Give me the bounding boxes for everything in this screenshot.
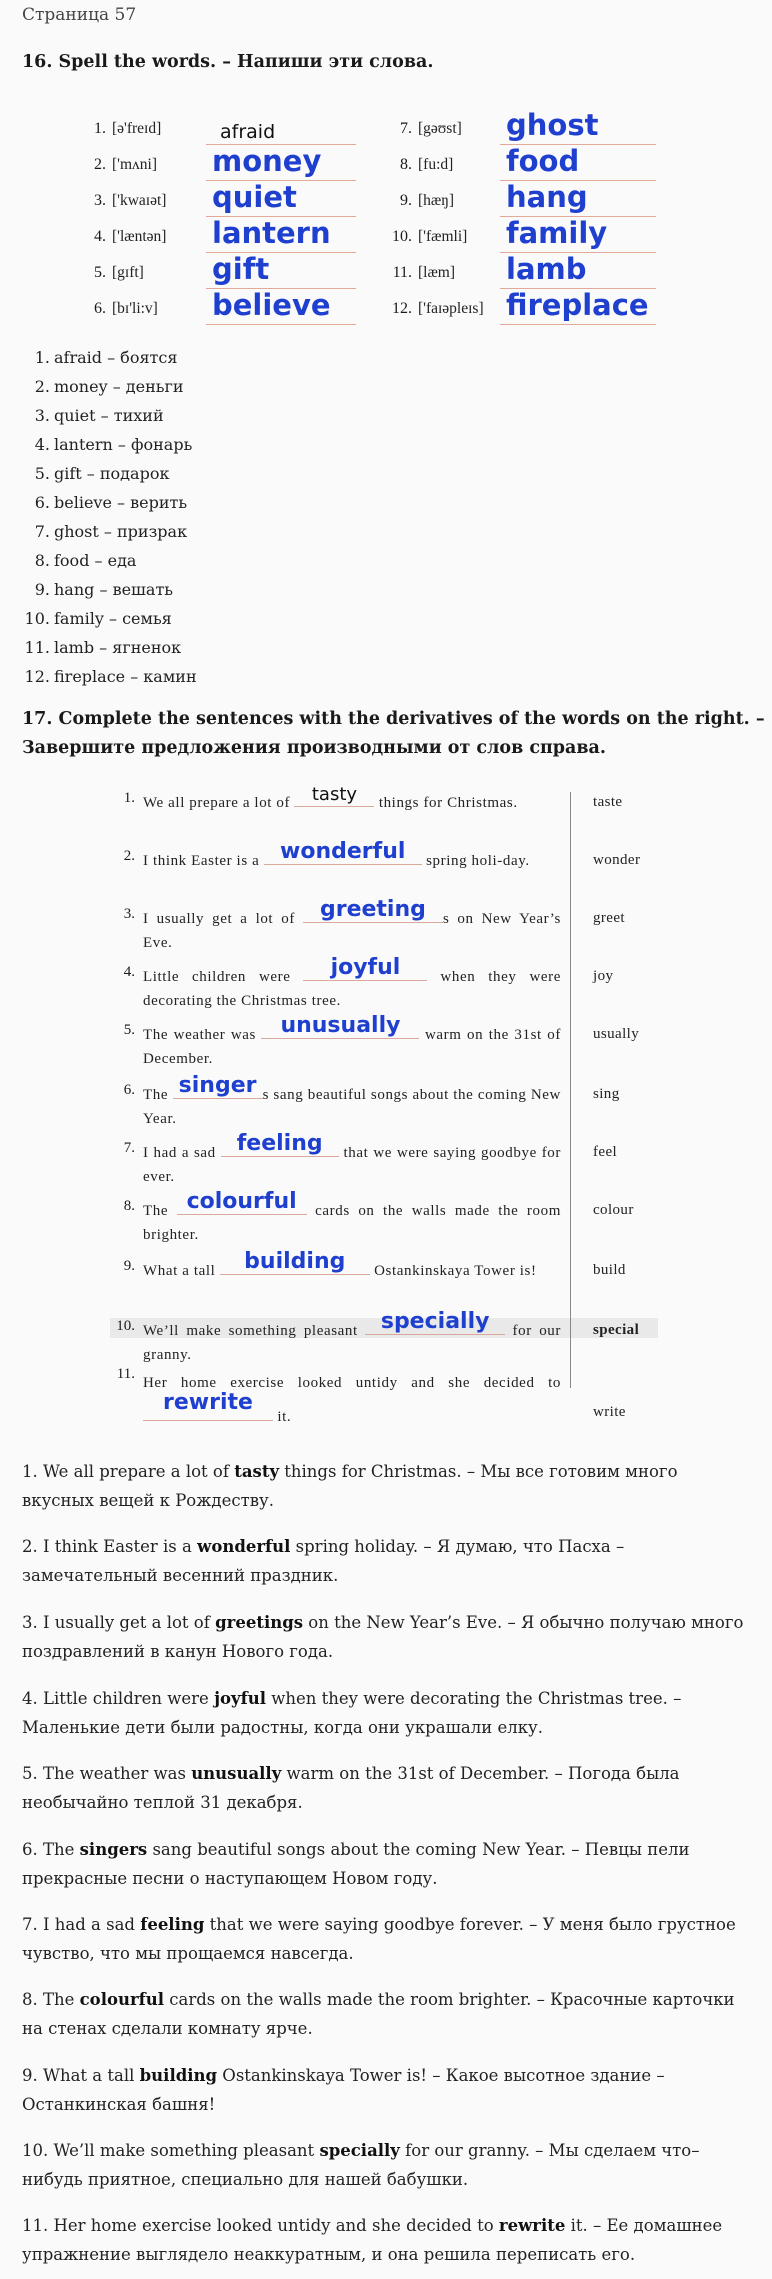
list-item-text: believe – верить [54, 493, 188, 512]
root-column-divider [570, 792, 571, 1388]
translation-paragraph [22, 1985, 752, 2043]
list-item-text: lamb – ягненок [54, 638, 182, 657]
list-item [22, 372, 197, 401]
answer-word: rewrite [498, 2216, 566, 2235]
sentence-end: when they were decorating the Christmas tree. [143, 969, 561, 1009]
row-number: 2. [123, 848, 135, 864]
list-item [22, 430, 197, 459]
list-item [22, 604, 197, 633]
handwritten-answer: unusually [280, 1013, 401, 1038]
list-item [22, 575, 197, 604]
translation-start: 1. We all prepare a lot of [22, 1462, 235, 1481]
list-item-number: 6. [34, 493, 50, 512]
sentence-end: spring holi-day. [421, 853, 530, 869]
translation-start: 9. What a tall [22, 2066, 140, 2085]
sentence-start: We’ll make something pleasant [143, 1323, 366, 1339]
row-number: 7. [123, 1140, 135, 1156]
translation-rest: it. – Ее домашнее упражнение выглядело неаккуратным, и она решила переписать его. [22, 2216, 723, 2264]
translation-start: 6. The [22, 1840, 80, 1859]
sentence-start: The [143, 1087, 173, 1103]
transcription: [bɪ'li:v] [112, 300, 158, 317]
row-number: 6. [123, 1082, 135, 1098]
sentence [143, 784, 561, 815]
sentence-end: warm on the 31st of December. [143, 1027, 561, 1067]
item-number: 10. [392, 228, 412, 245]
translation-rest: things for Christmas. – Мы все готовим много вкусных вещей к Рождеству. [22, 1462, 678, 1510]
handwritten-answer: singer [178, 1073, 257, 1098]
translation-rest: sang beautiful songs about the coming New Year. – Певцы пели прекрасные песни о наступающем Новом году. [22, 1840, 690, 1888]
handwritten-answer: quiet [212, 180, 297, 214]
transcription: ['faɪəpleɪs] [418, 300, 484, 317]
sentence-start: I usually get a lot of [143, 911, 303, 927]
translation-start: 2. I think Easter is a [22, 1537, 198, 1556]
list-item-text: fireplace – камин [54, 667, 197, 686]
transcription: [gəʊst] [418, 120, 462, 137]
list-item-number: 1. [34, 348, 50, 367]
answer-blank [220, 1249, 370, 1275]
translation-paragraph [22, 2061, 752, 2119]
handwritten-answer: rewrite [163, 1390, 253, 1415]
answer-blank [365, 1309, 505, 1335]
sentence [143, 1249, 561, 1283]
list-item [22, 343, 197, 372]
sentence [143, 955, 561, 1013]
item-number: 6. [94, 300, 106, 317]
handwritten-answer: joyful [330, 955, 401, 980]
list-item [22, 488, 197, 517]
translation-paragraph [22, 1532, 752, 1590]
item-number: 5. [94, 264, 106, 281]
root-word: write [593, 1404, 626, 1420]
sentence-start: The [143, 1203, 177, 1219]
list-item-text: money – деньги [54, 377, 184, 396]
handwritten-answer: afraid [220, 121, 276, 143]
transcription: [ə'freɪd] [112, 120, 162, 137]
spell-item [388, 180, 678, 220]
sentence [143, 1013, 561, 1071]
answer-word: singers [79, 1840, 148, 1859]
list-item-number: 2. [34, 377, 50, 396]
translation-paragraph [22, 2136, 752, 2194]
translation-start: 7. I had a sad [22, 1915, 141, 1934]
translation-paragraph [22, 1835, 752, 1893]
answer-blank [261, 1013, 419, 1039]
list-item [22, 546, 197, 575]
answer-word: tasty [234, 1462, 280, 1481]
item-number: 11. [392, 264, 412, 281]
transcription: ['fæmli] [418, 228, 468, 245]
spell-item [82, 288, 372, 328]
list-item [22, 517, 197, 546]
sentence-end: s on New Year’s Eve. [143, 911, 561, 951]
answer-word: wonderful [197, 1537, 291, 1556]
list-item-text: ghost – призрак [54, 522, 188, 541]
list-item-number: 11. [24, 638, 50, 657]
handwritten-answer: family [506, 216, 608, 250]
list-item [22, 633, 197, 662]
list-item-text: food – еда [54, 551, 137, 570]
answer-blank [173, 1073, 263, 1099]
translation-start: 4. Little children were [22, 1689, 215, 1708]
translation-start: 10. We’ll make something pleasant [22, 2141, 320, 2160]
translation-start: 11. Her home exercise looked untidy and she decided to [22, 2216, 499, 2235]
root-word: usually [593, 1026, 640, 1042]
list-item-text: lantern – фонарь [54, 435, 193, 454]
translation-start: 8. The [22, 1990, 80, 2009]
answer-word: building [139, 2066, 218, 2085]
transcription: ['kwaɪət] [112, 192, 167, 209]
answer-word: colourful [79, 1990, 165, 2009]
answer-blank [294, 784, 374, 807]
handwritten-answer: lamb [506, 252, 587, 286]
row-number: 1. [123, 790, 135, 806]
item-number: 2. [94, 156, 106, 173]
handwritten-answer: food [506, 144, 580, 178]
list-item-text: hang – вешать [54, 580, 174, 599]
spell-item [82, 252, 372, 292]
handwritten-answer: feeling [236, 1131, 323, 1156]
spell-item [82, 112, 372, 148]
vocab-translation-list [22, 343, 197, 691]
exercise-17-heading-en: 17. Complete the sentences with the derivatives of the words on the right. – [22, 709, 765, 729]
row-number: 9. [123, 1258, 135, 1274]
translation-rest: when they were decorating the Christmas tree. – Маленькие дети были радостны, когда они украшали елку. [22, 1689, 682, 1737]
translation-rest: cards on the walls made the room brighter. – Красочные карточки на стенах сделали комнату ярче. [22, 1990, 735, 2038]
handwritten-answer: hang [506, 180, 588, 214]
answer-word: joyful [214, 1689, 266, 1708]
spell-item [388, 108, 678, 148]
root-word: colour [593, 1202, 634, 1218]
list-item-number: 9. [34, 580, 50, 599]
spell-item [388, 252, 678, 292]
exercise-17-heading [22, 705, 765, 763]
root-word: wonder [593, 852, 641, 868]
answer-blank [303, 955, 427, 981]
translation-rest: warm on the 31st of December. – Погода была необычайно теплой 31 декабря. [22, 1764, 680, 1812]
transcription: [fu:d] [418, 156, 454, 173]
transcription: ['mʌni] [112, 156, 157, 173]
translation-rest: spring holiday. – Я думаю, что Пасха – замечательный весенний праздник. [22, 1537, 625, 1585]
translation-paragraph [22, 1457, 752, 1515]
translation-rest: on the New Year’s Eve. – Я обычно получаю много поздравлений в канун Нового года. [22, 1613, 744, 1661]
answer-line [500, 324, 656, 325]
sentence [143, 1309, 561, 1367]
sentence [143, 1073, 561, 1131]
answer-blank [264, 839, 422, 865]
translation-rest: that we were saying goodbye forever. – У меня было грустное чувство, что мы прощаемся навсегда. [22, 1915, 736, 1963]
list-item-text: family – семья [54, 609, 172, 628]
root-word: taste [593, 794, 623, 810]
handwritten-answer: ghost [506, 108, 599, 142]
translation-paragraph [22, 1759, 752, 1817]
translation-start: 5. The weather was [22, 1764, 192, 1783]
list-item-number: 5. [34, 464, 50, 483]
list-item-number: 3. [34, 406, 50, 425]
sentence-end: it. [273, 1409, 292, 1425]
translation-rest: Ostankinskaya Tower is! – Какое высотное здание – Останкинская башня! [22, 2066, 665, 2114]
spell-item [388, 216, 678, 256]
root-word: build [593, 1262, 626, 1278]
sentence-start: The weather was [143, 1027, 262, 1043]
item-number: 3. [94, 192, 106, 209]
sentence [143, 1131, 561, 1189]
handwritten-answer: colourful [186, 1189, 297, 1214]
root-word: joy [593, 968, 614, 984]
row-number: 8. [123, 1198, 135, 1214]
list-item [22, 401, 197, 430]
row-number: 10. [116, 1318, 135, 1334]
transcription: [læm] [418, 264, 456, 281]
answer-line [206, 324, 356, 325]
list-item-text: quiet – тихий [54, 406, 164, 425]
root-word: sing [593, 1086, 620, 1102]
spell-item [82, 216, 372, 256]
sentence-end: s sang beautiful songs about the coming New Year. [143, 1087, 561, 1127]
item-number: 8. [400, 156, 412, 173]
spell-item [82, 144, 372, 184]
list-item-number: 8. [34, 551, 50, 570]
translation-paragraph [22, 1608, 752, 1666]
item-number: 7. [400, 120, 412, 137]
sentence-start: I think Easter is a [143, 853, 264, 869]
sentence-end: cards on the walls made the room brighter. [143, 1203, 561, 1243]
answer-blank [221, 1131, 339, 1157]
exercise-17-heading-ru: Завершите предложения производными от слов справа. [22, 738, 606, 758]
handwritten-answer: believe [212, 288, 331, 322]
transcription: [hæŋ] [418, 192, 455, 209]
answer-blank [177, 1189, 307, 1215]
list-item [22, 459, 197, 488]
translation-paragraph [22, 1684, 752, 1742]
row-number: 5. [123, 1022, 135, 1038]
exercise-16-heading: 16. Spell the words. – Напиши эти слова. [22, 52, 434, 72]
list-item-text: gift – подарок [54, 464, 170, 483]
sentence [143, 1189, 561, 1247]
sentence-end: Ostankinskaya Tower is! [369, 1263, 537, 1279]
handwritten-answer: tasty [311, 784, 358, 805]
answer-word: feeling [140, 1915, 205, 1934]
translation-start: 3. I usually get a lot of [22, 1613, 216, 1632]
translation-paragraph [22, 2211, 752, 2269]
list-item [22, 662, 197, 691]
handwritten-answer: greeting [319, 897, 426, 922]
root-word: greet [593, 910, 625, 926]
list-item-number: 7. [34, 522, 50, 541]
translation-rest: for our granny. – Мы сделаем что–нибудь приятное, специально для нашей бабушки. [22, 2141, 700, 2189]
spell-item [82, 180, 372, 220]
sentence-start: What a tall [143, 1263, 220, 1279]
handwritten-answer: fireplace [506, 288, 649, 322]
sentence-start: We all prepare a lot of [143, 795, 295, 811]
answer-word: greetings [215, 1613, 304, 1632]
row-number: 4. [123, 964, 135, 980]
list-item-number: 4. [34, 435, 50, 454]
handwritten-answer: building [244, 1249, 346, 1274]
handwritten-answer: wonderful [280, 839, 406, 864]
item-number: 12. [392, 300, 412, 317]
sentence [143, 897, 561, 955]
handwritten-answer: money [212, 144, 322, 178]
spell-item [388, 144, 678, 184]
list-item-number: 12. [24, 667, 50, 686]
list-item-text: afraid – боятся [54, 348, 178, 367]
sentence-start: I had a sad [143, 1145, 221, 1161]
list-item-number: 10. [24, 609, 50, 628]
answer-word: specially [319, 2141, 400, 2160]
sentence [143, 1366, 561, 1434]
sentence [143, 839, 561, 873]
sentence-end: things for Christmas. [374, 795, 518, 811]
sentence-end: that we were saying goodbye for ever. [143, 1145, 561, 1185]
item-number: 9. [400, 192, 412, 209]
root-word: feel [593, 1144, 618, 1160]
item-number: 4. [94, 228, 106, 245]
spell-item [388, 288, 678, 328]
handwritten-answer: specially [380, 1309, 490, 1334]
sentence-end: for our granny. [143, 1323, 561, 1363]
page-label: Страница 57 [22, 5, 137, 25]
translation-paragraph [22, 1910, 752, 1968]
handwritten-answer: lantern [212, 216, 331, 250]
transcription: [gɪft] [112, 264, 144, 281]
answer-blank [143, 1390, 273, 1421]
root-word: special [593, 1322, 640, 1338]
row-number: 11. [116, 1366, 135, 1382]
row-number: 3. [123, 906, 135, 922]
handwritten-answer: gift [212, 252, 270, 286]
transcription: ['læntən] [112, 228, 167, 245]
sentence-start: Her home exercise looked untidy and she decided to [143, 1375, 561, 1391]
sentence-start: Little children were [143, 969, 304, 985]
item-number: 1. [94, 120, 106, 137]
answer-word: unusually [191, 1764, 282, 1783]
answer-blank [303, 897, 443, 923]
